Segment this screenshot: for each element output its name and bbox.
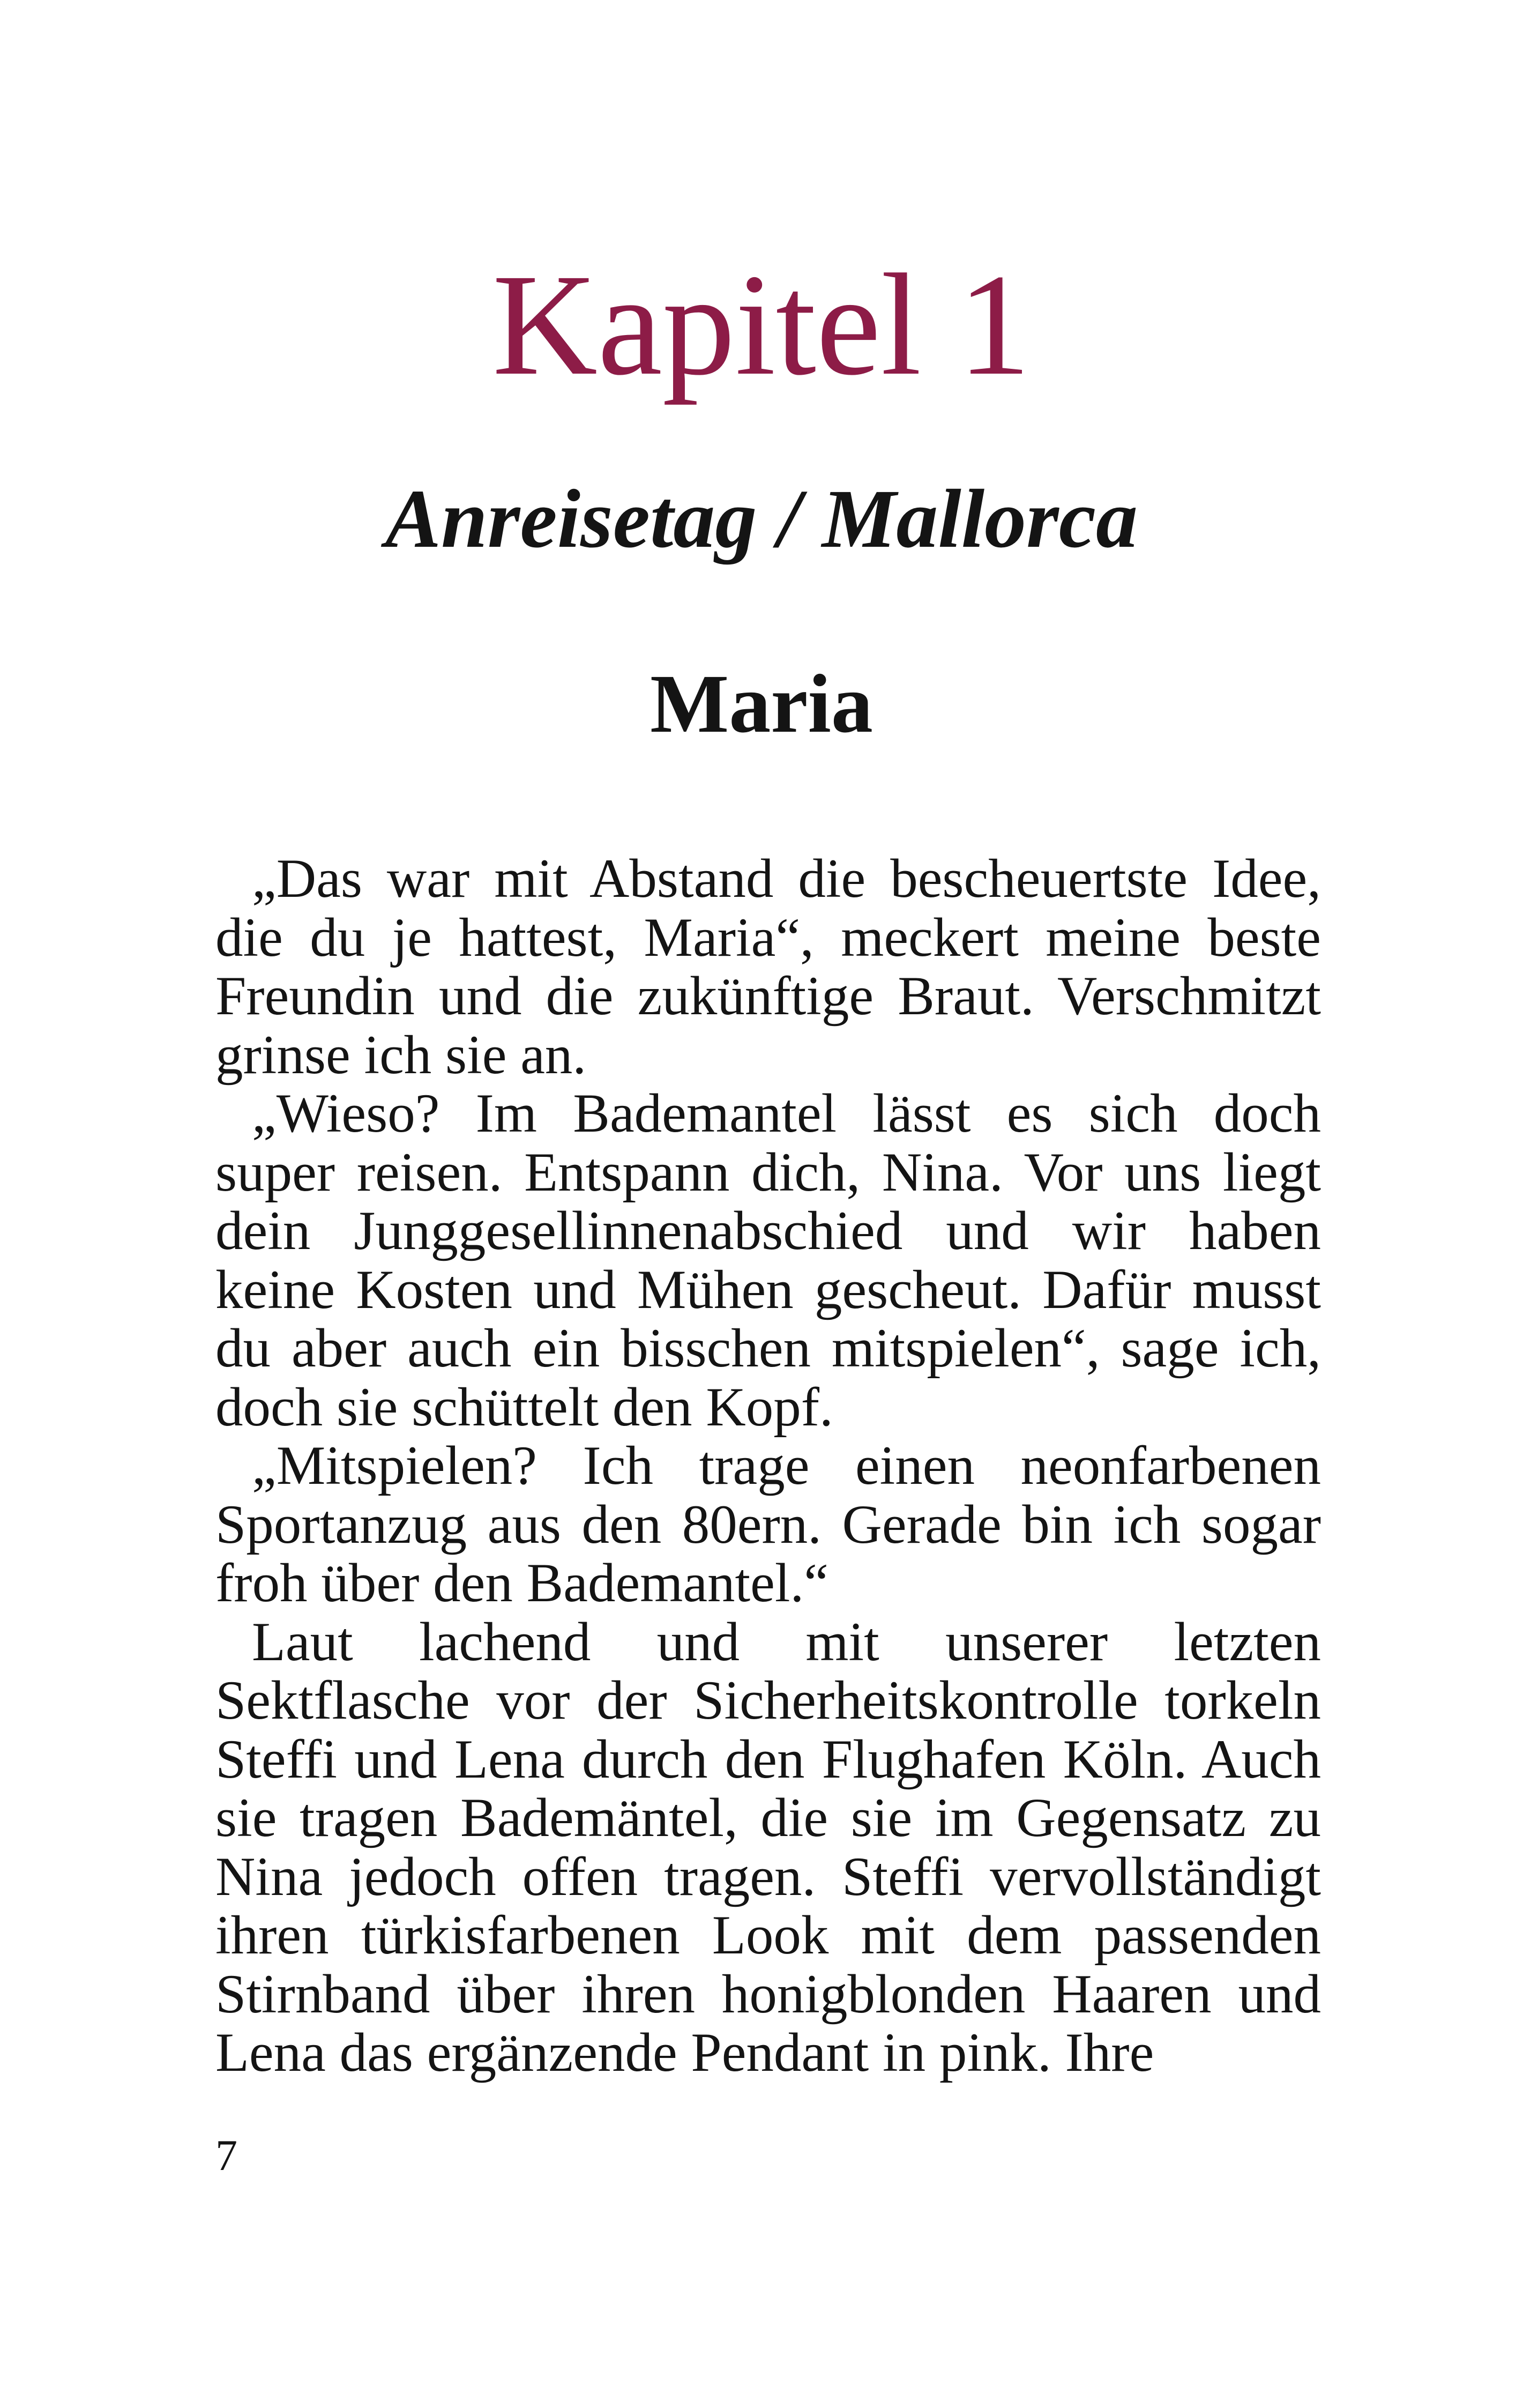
paragraph-4: Laut lachend und mit unserer letzten Sektflasche vor der Sicherheitskontrolle torkeln Steffi und Lena durch den Flughafen Köln. Auch sie tragen Bademäntel, die sie im Gegensatz zu Nina jedoch offen tragen. Steffi vervollständigt ihren türkisfarbenen Look mit dem passenden Stirnband über ihren honigblonden Haaren und Lena das ergänzende Pendant in pink. Ihre — [215, 1611, 1321, 2083]
chapter-subtitle: Anreisetag / Mallorca — [385, 472, 1138, 565]
paragraph-2: „Wieso? Im Bademantel lässt es sich doch super reisen. Entspann dich, Nina. Vor uns liegt dein Junggesellinnenabschied und wir haben keine Kosten und Mühen gescheut. Dafür musst du aber auch ein bisschen mitspielen“, sage ich, doch sie schüttelt den Kopf. — [215, 1083, 1321, 1438]
paragraph-3: „Mitspielen? Ich trage einen neonfarbenen Sportanzug aus den 80ern. Gerade bin ich sogar froh über den Bademantel.“ — [215, 1435, 1321, 1614]
pov-heading: Maria — [650, 657, 873, 750]
body-text — [215, 850, 1321, 2083]
chapter-title: Kapitel 1 — [492, 244, 1031, 405]
paragraph-1: „Das war mit Abstand die bescheuertste Idee, die du je hattest, Maria“, meckert meine beste Freundin und die zukünftige Braut. Verschmitzt grinse ich sie an. — [215, 848, 1321, 1086]
page-number: 7 — [215, 2131, 237, 2180]
